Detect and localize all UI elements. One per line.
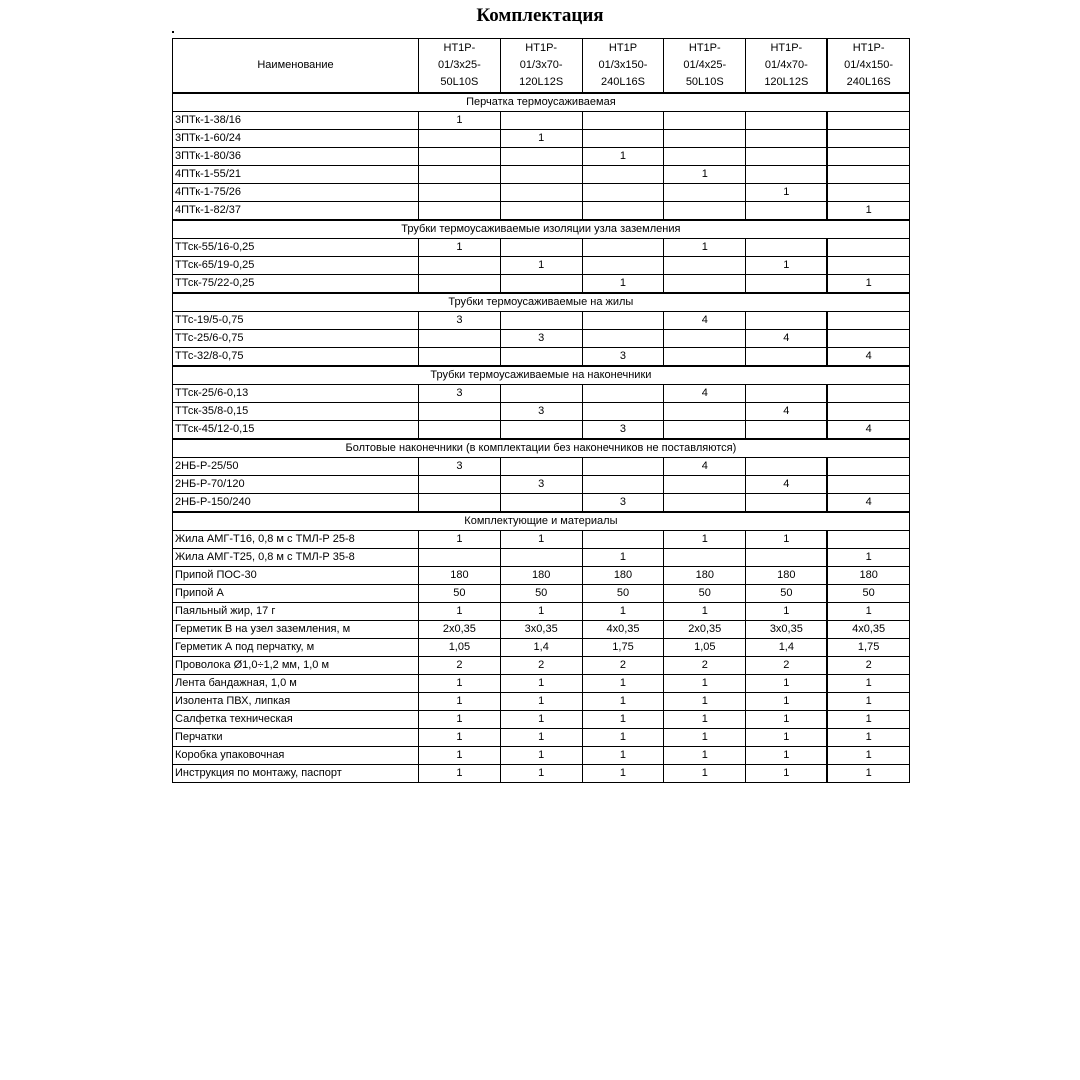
quantity-cell: 1 (664, 765, 746, 783)
stray-dot (172, 31, 174, 33)
quantity-cell (746, 275, 828, 294)
header-line: 01/3х70- (519, 59, 563, 71)
quantity-cell: 1 (827, 747, 909, 765)
section-title: Трубки термоусаживаемые изоляции узла заземления (173, 220, 910, 239)
section-title: Трубки термоусаживаемые на наконечники (173, 366, 910, 385)
table-row (173, 675, 910, 693)
quantity-cell (500, 184, 582, 202)
quantity-cell: 3 (419, 312, 501, 330)
quantity-cell: 1 (746, 711, 828, 729)
quantity-cell: 180 (500, 567, 582, 585)
quantity-cell (419, 275, 501, 294)
quantity-cell: 4х0,35 (582, 621, 664, 639)
quantity-cell (500, 166, 582, 184)
completeness-table (172, 38, 910, 783)
quantity-cell (500, 148, 582, 166)
quantity-cell: 2 (746, 657, 828, 675)
quantity-cell: 1 (500, 693, 582, 711)
quantity-cell: 1 (827, 693, 909, 711)
quantity-cell (746, 421, 828, 440)
item-name: Герметик В на узел заземления, м (173, 621, 419, 639)
quantity-cell (500, 312, 582, 330)
table-row (173, 729, 910, 747)
quantity-cell: 1 (746, 675, 828, 693)
quantity-cell (582, 239, 664, 257)
header-line: НТ1Р- (852, 42, 885, 54)
quantity-cell: 1 (500, 257, 582, 275)
section-row (173, 366, 910, 385)
quantity-cell (827, 112, 909, 130)
item-name: Герметик А под перчатку, м (173, 639, 419, 657)
quantity-cell (500, 202, 582, 221)
item-name: Паяльный жир, 17 г (173, 603, 419, 621)
table-row (173, 476, 910, 494)
item-name: ТТск-75/22-0,25 (173, 275, 419, 294)
item-name: ТТск-25/6-0,13 (173, 385, 419, 403)
quantity-cell (419, 330, 501, 348)
quantity-cell (419, 494, 501, 513)
quantity-cell (500, 239, 582, 257)
header-line: 120L12S (764, 76, 809, 88)
quantity-cell (664, 403, 746, 421)
table-row (173, 531, 910, 549)
header-line: НТ1Р- (688, 42, 721, 54)
table-row (173, 130, 910, 148)
quantity-cell: 3 (582, 494, 664, 513)
quantity-cell (582, 403, 664, 421)
table-row (173, 747, 910, 765)
quantity-cell (746, 202, 828, 221)
quantity-cell (419, 421, 501, 440)
quantity-cell: 1 (746, 729, 828, 747)
quantity-cell (746, 166, 828, 184)
quantity-cell: 1 (419, 693, 501, 711)
header-line: 240L16S (600, 76, 646, 88)
quantity-cell: 1 (500, 603, 582, 621)
header-line: 01/3х25- (437, 59, 481, 71)
item-name: 3ПТк-1-38/16 (173, 112, 419, 130)
table-row (173, 711, 910, 729)
table-row (173, 202, 910, 221)
section-title: Комплектующие и материалы (173, 512, 910, 531)
item-name: Припой А (173, 585, 419, 603)
quantity-cell (419, 184, 501, 202)
item-name: Салфетка техническая (173, 711, 419, 729)
quantity-cell: 1 (582, 603, 664, 621)
table-row (173, 403, 910, 421)
quantity-cell (827, 130, 909, 148)
quantity-cell (582, 531, 664, 549)
quantity-cell (500, 458, 582, 476)
quantity-cell: 1 (419, 239, 501, 257)
item-name: 4ПТк-1-82/37 (173, 202, 419, 221)
quantity-cell: 1 (664, 166, 746, 184)
header-line: 50L10S (685, 76, 724, 88)
quantity-cell: 50 (664, 585, 746, 603)
quantity-cell: 1 (664, 693, 746, 711)
quantity-cell (827, 531, 909, 549)
quantity-cell: 2 (500, 657, 582, 675)
quantity-cell: 1 (827, 729, 909, 747)
table-row (173, 275, 910, 294)
quantity-cell: 2 (582, 657, 664, 675)
quantity-cell (746, 112, 828, 130)
quantity-cell: 1 (746, 693, 828, 711)
quantity-cell: 1,4 (500, 639, 582, 657)
item-name: 3ПТк-1-60/24 (173, 130, 419, 148)
column-header-model (746, 39, 828, 94)
table-row (173, 458, 910, 476)
quantity-cell: 1,75 (582, 639, 664, 657)
quantity-cell: 1 (419, 603, 501, 621)
quantity-cell: 3 (419, 458, 501, 476)
quantity-cell: 1 (827, 765, 909, 783)
item-name: Припой ПОС-30 (173, 567, 419, 585)
header-line: НТ1Р- (443, 42, 476, 54)
quantity-cell: 1 (827, 603, 909, 621)
quantity-cell (664, 130, 746, 148)
header-line: 01/4х25- (683, 59, 727, 71)
quantity-cell: 1 (419, 747, 501, 765)
section-title: Болтовые наконечники (в комплектации без наконечников не поставляются) (173, 439, 910, 458)
column-header-model (419, 39, 501, 94)
quantity-cell: 1 (582, 549, 664, 567)
quantity-cell: 1 (582, 765, 664, 783)
item-name: 2НБ-Р-150/240 (173, 494, 419, 513)
quantity-cell (500, 385, 582, 403)
item-name: ТТс-19/5-0,75 (173, 312, 419, 330)
quantity-cell (827, 184, 909, 202)
quantity-cell: 180 (419, 567, 501, 585)
column-header-name: Наименование (173, 39, 419, 94)
quantity-cell: 1 (664, 603, 746, 621)
header-line: 120L12S (519, 76, 564, 88)
quantity-cell (664, 330, 746, 348)
item-name: Перчатки (173, 729, 419, 747)
quantity-cell (500, 549, 582, 567)
quantity-cell: 1,05 (419, 639, 501, 657)
table-row (173, 567, 910, 585)
quantity-cell: 50 (419, 585, 501, 603)
quantity-cell (500, 421, 582, 440)
quantity-cell (664, 494, 746, 513)
item-name: ТТс-32/8-0,75 (173, 348, 419, 367)
quantity-cell (582, 112, 664, 130)
quantity-cell: 3 (582, 421, 664, 440)
column-header-model (827, 39, 909, 94)
table-row (173, 621, 910, 639)
quantity-cell: 50 (500, 585, 582, 603)
quantity-cell (419, 257, 501, 275)
item-name: Инструкция по монтажу, паспорт (173, 765, 419, 783)
quantity-cell: 1 (746, 257, 828, 275)
quantity-cell: 1 (582, 693, 664, 711)
quantity-cell: 2х0,35 (419, 621, 501, 639)
quantity-cell (827, 312, 909, 330)
page-title: Комплектация (476, 5, 604, 26)
quantity-cell: 2х0,35 (664, 621, 746, 639)
quantity-cell: 1 (664, 675, 746, 693)
quantity-cell (746, 130, 828, 148)
column-header-model (664, 39, 746, 94)
quantity-cell: 4 (827, 348, 909, 367)
quantity-cell: 1 (500, 531, 582, 549)
item-name: Жила АМГ-Т16, 0,8 м с ТМЛ-Р 25-8 (173, 531, 419, 549)
header-line: 240L16S (846, 76, 891, 88)
quantity-cell: 1 (664, 531, 746, 549)
table-row (173, 421, 910, 440)
quantity-cell: 1 (500, 729, 582, 747)
table-row (173, 639, 910, 657)
quantity-cell: 2 (664, 657, 746, 675)
quantity-cell: 180 (827, 567, 909, 585)
quantity-cell: 3 (582, 348, 664, 367)
item-name: ТТск-55/16-0,25 (173, 239, 419, 257)
quantity-cell: 1,05 (664, 639, 746, 657)
quantity-cell: 4 (827, 421, 909, 440)
quantity-cell (664, 549, 746, 567)
quantity-cell: 3х0,35 (746, 621, 828, 639)
section-row (173, 293, 910, 312)
section-title: Трубки термоусаживаемые на жилы (173, 293, 910, 312)
header-line: НТ1Р (608, 42, 638, 54)
item-name: Изолента ПВХ, липкая (173, 693, 419, 711)
quantity-cell: 1 (746, 603, 828, 621)
quantity-cell: 1 (746, 765, 828, 783)
quantity-cell: 1 (582, 148, 664, 166)
quantity-cell (582, 385, 664, 403)
item-name: Лента бандажная, 1,0 м (173, 675, 419, 693)
quantity-cell: 1 (746, 531, 828, 549)
quantity-cell: 4 (746, 330, 828, 348)
quantity-cell (582, 257, 664, 275)
quantity-cell: 1 (582, 747, 664, 765)
quantity-cell: 1 (582, 729, 664, 747)
quantity-cell (827, 239, 909, 257)
table-row (173, 385, 910, 403)
quantity-cell: 1 (419, 112, 501, 130)
quantity-cell (827, 385, 909, 403)
item-name: 3ПТк-1-80/36 (173, 148, 419, 166)
quantity-cell: 180 (746, 567, 828, 585)
item-name: Проволока Ø1,0÷1,2 мм, 1,0 м (173, 657, 419, 675)
item-name: ТТск-35/8-0,15 (173, 403, 419, 421)
table-body (173, 93, 910, 783)
quantity-cell: 1 (419, 729, 501, 747)
quantity-cell: 1 (827, 675, 909, 693)
header-line: НТ1Р- (525, 42, 558, 54)
quantity-cell (664, 275, 746, 294)
quantity-cell (827, 330, 909, 348)
quantity-cell (582, 184, 664, 202)
quantity-cell: 3 (419, 385, 501, 403)
quantity-cell: 1 (664, 711, 746, 729)
quantity-cell (419, 148, 501, 166)
quantity-cell (746, 385, 828, 403)
quantity-cell (582, 458, 664, 476)
quantity-cell (500, 348, 582, 367)
quantity-cell (664, 421, 746, 440)
quantity-cell: 1 (664, 239, 746, 257)
quantity-cell: 1 (419, 765, 501, 783)
quantity-cell: 2 (827, 657, 909, 675)
quantity-cell: 4 (746, 403, 828, 421)
quantity-cell (827, 476, 909, 494)
quantity-cell: 50 (827, 585, 909, 603)
quantity-cell (746, 239, 828, 257)
table-row (173, 312, 910, 330)
quantity-cell (582, 330, 664, 348)
quantity-cell (500, 112, 582, 130)
header-line: 50L10S (440, 76, 479, 88)
item-name: ТТс-25/6-0,75 (173, 330, 419, 348)
quantity-cell (664, 148, 746, 166)
section-title: Перчатка термоусаживаемая (173, 93, 910, 112)
quantity-cell (664, 184, 746, 202)
quantity-cell (664, 202, 746, 221)
quantity-cell: 1,4 (746, 639, 828, 657)
quantity-cell (582, 130, 664, 148)
quantity-cell (582, 476, 664, 494)
quantity-cell (746, 549, 828, 567)
header-row (173, 39, 910, 94)
quantity-cell (582, 202, 664, 221)
quantity-cell: 1 (664, 729, 746, 747)
quantity-cell (419, 476, 501, 494)
table-row (173, 257, 910, 275)
header-line: 01/3х150- (598, 59, 648, 71)
quantity-cell (827, 403, 909, 421)
item-name: Коробка упаковочная (173, 747, 419, 765)
quantity-cell: 50 (582, 585, 664, 603)
item-name: 2НБ-Р-70/120 (173, 476, 419, 494)
item-name: ТТск-65/19-0,25 (173, 257, 419, 275)
quantity-cell (746, 458, 828, 476)
quantity-cell: 1 (500, 711, 582, 729)
quantity-cell: 50 (746, 585, 828, 603)
quantity-cell (827, 166, 909, 184)
table-row (173, 765, 910, 783)
quantity-cell (664, 348, 746, 367)
quantity-cell (664, 112, 746, 130)
quantity-cell (746, 312, 828, 330)
quantity-cell: 1 (827, 275, 909, 294)
item-name: ТТск-45/12-0,15 (173, 421, 419, 440)
quantity-cell: 180 (582, 567, 664, 585)
section-row (173, 93, 910, 112)
table-row (173, 184, 910, 202)
quantity-cell: 1 (827, 549, 909, 567)
quantity-cell: 4 (664, 312, 746, 330)
quantity-cell (664, 257, 746, 275)
section-row (173, 439, 910, 458)
table-row (173, 549, 910, 567)
quantity-cell: 4 (827, 494, 909, 513)
column-header-model (500, 39, 582, 94)
item-name: 4ПТк-1-55/21 (173, 166, 419, 184)
quantity-cell: 1 (582, 675, 664, 693)
header-line: НТ1Р- (770, 42, 803, 54)
quantity-cell: 1 (827, 711, 909, 729)
quantity-cell: 1 (500, 747, 582, 765)
table-row (173, 330, 910, 348)
quantity-cell: 1 (500, 130, 582, 148)
quantity-cell: 2 (419, 657, 501, 675)
quantity-cell (419, 202, 501, 221)
quantity-cell (746, 148, 828, 166)
table-row (173, 166, 910, 184)
quantity-cell: 3 (500, 403, 582, 421)
quantity-cell: 4 (664, 385, 746, 403)
quantity-cell (419, 130, 501, 148)
quantity-cell: 4 (746, 476, 828, 494)
quantity-cell (419, 348, 501, 367)
quantity-cell: 1 (419, 675, 501, 693)
quantity-cell (827, 458, 909, 476)
table-row (173, 585, 910, 603)
quantity-cell: 3х0,35 (500, 621, 582, 639)
quantity-cell (500, 494, 582, 513)
quantity-cell: 1 (746, 184, 828, 202)
quantity-cell (827, 257, 909, 275)
quantity-cell: 1 (500, 765, 582, 783)
quantity-cell: 1 (582, 711, 664, 729)
quantity-cell: 1 (582, 275, 664, 294)
table-row (173, 112, 910, 130)
table-row (173, 348, 910, 367)
quantity-cell (419, 549, 501, 567)
quantity-cell: 1 (419, 531, 501, 549)
quantity-cell: 180 (664, 567, 746, 585)
section-row (173, 512, 910, 531)
quantity-cell (582, 312, 664, 330)
header-line: 01/4х150- (844, 59, 894, 71)
quantity-cell (500, 275, 582, 294)
quantity-cell: 4х0,35 (827, 621, 909, 639)
header-line: 01/4х70- (764, 59, 808, 71)
quantity-cell: 1 (827, 202, 909, 221)
quantity-cell (664, 476, 746, 494)
column-header-model (582, 39, 664, 94)
quantity-cell: 1,75 (827, 639, 909, 657)
table-row (173, 494, 910, 513)
quantity-cell (419, 403, 501, 421)
quantity-cell: 3 (500, 330, 582, 348)
quantity-cell: 1 (664, 747, 746, 765)
quantity-cell (746, 494, 828, 513)
table-row (173, 693, 910, 711)
section-row (173, 220, 910, 239)
item-name: Жила АМГ-Т25, 0,8 м с ТМЛ-Р 35-8 (173, 549, 419, 567)
table-row (173, 148, 910, 166)
item-name: 2НБ-Р-25/50 (173, 458, 419, 476)
table-row (173, 603, 910, 621)
quantity-cell: 3 (500, 476, 582, 494)
quantity-cell: 4 (664, 458, 746, 476)
table-row (173, 239, 910, 257)
quantity-cell: 1 (500, 675, 582, 693)
table-row (173, 657, 910, 675)
quantity-cell (746, 348, 828, 367)
quantity-cell: 1 (419, 711, 501, 729)
item-name: 4ПТк-1-75/26 (173, 184, 419, 202)
quantity-cell (582, 166, 664, 184)
quantity-cell (827, 148, 909, 166)
quantity-cell (419, 166, 501, 184)
quantity-cell: 1 (746, 747, 828, 765)
